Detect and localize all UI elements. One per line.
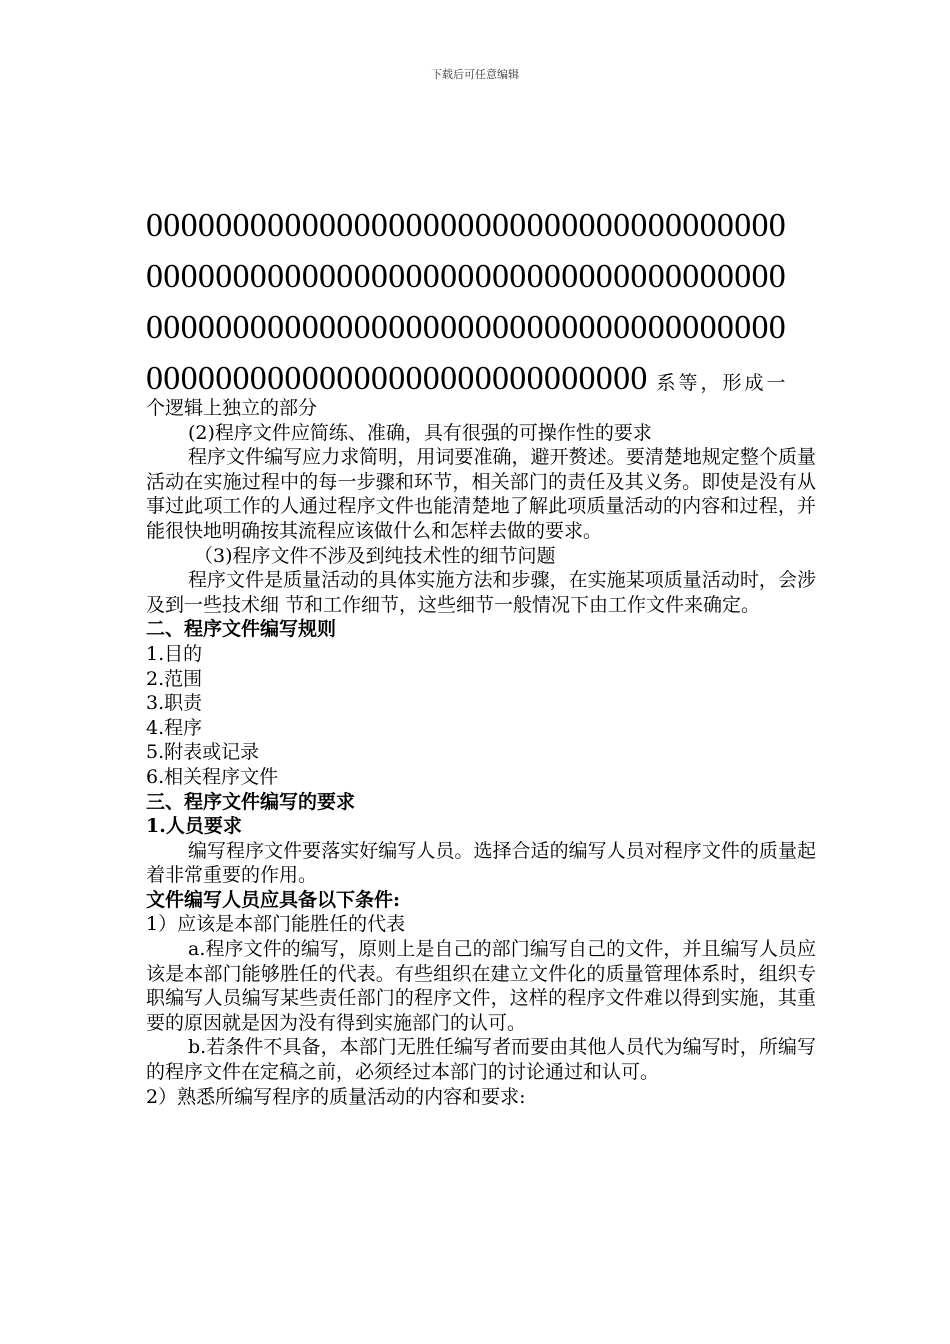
heading-personnel: 1.人员要求: [146, 815, 242, 838]
rule-item-1: 1.目的: [146, 642, 203, 665]
condition-2: 2）熟悉所编写程序的质量活动的内容和要求:: [146, 1085, 526, 1108]
heading-requirements: 三、程序文件编写的要求: [146, 790, 356, 813]
zero-line-3: 0000000000000000000000000000000000000: [146, 309, 787, 346]
paragraph-concise: 程序文件编写应力求简明，用词要准确，避开赘述。要清楚地规定整个质量活动在实施过程中的每一步骤和环节，相关部门的责任及其义务。即使是没有从事过此项工作的人通过程序文件也能清楚地了解此项质量活动的内容和过程，并能很快地明确按其流程应该做什么和怎样去做的要求。: [146, 446, 816, 542]
paragraph-personnel: 编写程序文件要落实好编写人员。选择合适的编写人员对程序文件的质量起着非常重要的作用。: [146, 839, 816, 887]
zero-line-2: 0000000000000000000000000000000000000: [146, 258, 787, 295]
condition-1a: a.程序文件的编写，原则上是自己的部门编写自己的文件，并且编写人员应该是本部门能够胜任的代表。有些组织在建立文件化的质量管理体系时，组织专职编写人员编写某些责任部门的程序文件，这样的程序文件难以得到实施，其重要的原因就是因为没有得到实施部门的认可。: [146, 938, 816, 1034]
zero-text-block: [146, 200, 826, 409]
zero-line-4-digits: 00000000000000000000000000000: [146, 360, 648, 397]
page-header-note: 下载后可任意编辑: [431, 68, 519, 81]
rule-item-6: 6.相关程序文件: [146, 765, 279, 788]
heading-conditions: 文件编写人员应具备以下条件:: [146, 888, 401, 911]
condition-1: 1）应该是本部门能胜任的代表: [146, 913, 406, 936]
rule-item-3: 3.职责: [146, 692, 203, 715]
rule-item-4: 4.程序: [146, 716, 203, 739]
paragraph-logic: 个逻辑上独立的部分: [146, 397, 318, 419]
subheading-no-tech: （3)程序文件不涉及到纯技术性的细节问题: [194, 544, 556, 567]
document-body: [146, 396, 816, 1109]
condition-1b: b.若条件不具备，本部门无胜任编写者而要由其他人员代为编写时，所编写的程序文件在定稿之前，必须经过本部门的讨论通过和认可。: [146, 1036, 816, 1084]
subheading-concise: (2)程序文件应简练、准确，具有很强的可操作性的要求: [188, 421, 652, 444]
zero-line-4-tail: 系等，形成一: [656, 372, 789, 394]
rule-item-2: 2.范围: [146, 667, 203, 690]
zero-line-1: 0000000000000000000000000000000000000: [146, 207, 787, 244]
heading-rules: 二、程序文件编写规则: [146, 618, 337, 641]
rule-item-5: 5.附表或记录: [146, 741, 260, 764]
paragraph-no-tech: 程序文件是质量活动的具体实施方法和步骤，在实施某项质量活动时，会涉及到一些技术细 节和工作细节，这些细节一般情况下由工作文件来确定。: [146, 569, 816, 616]
